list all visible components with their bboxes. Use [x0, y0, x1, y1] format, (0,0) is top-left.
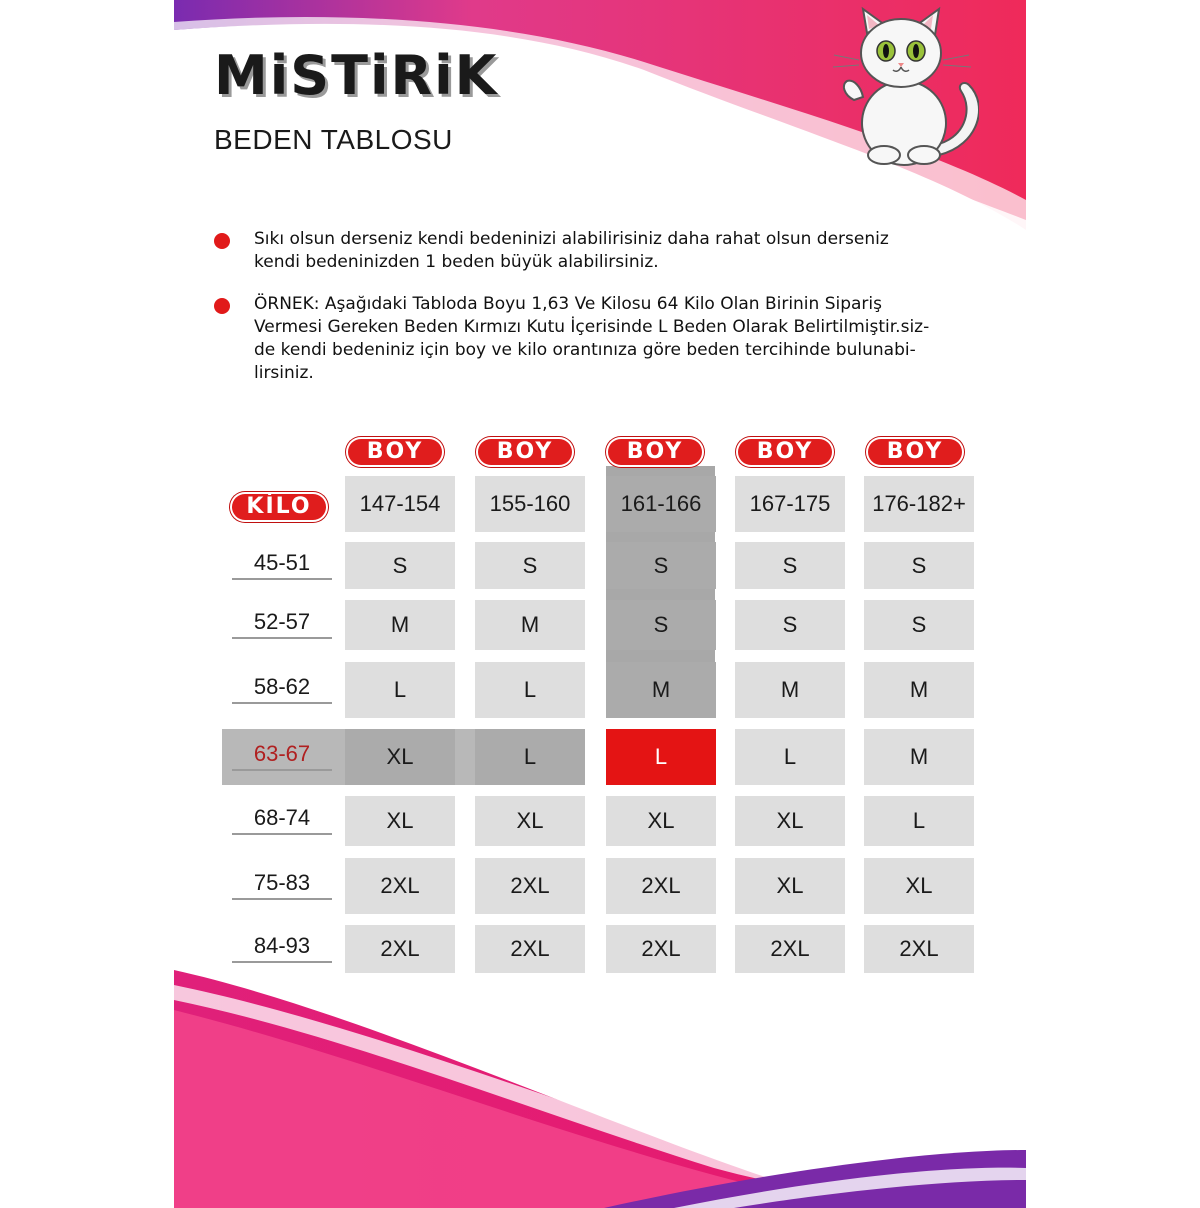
- boy-label: BOY: [606, 437, 704, 467]
- height-header-cell: 155-160: [475, 476, 585, 532]
- size-cell: L: [345, 662, 455, 718]
- boy-label: BOY: [346, 437, 444, 467]
- weight-label: 84-93: [232, 933, 332, 963]
- weight-label: 68-74: [232, 805, 332, 835]
- height-header-cell: 161-166: [606, 476, 716, 532]
- size-cell: 2XL: [864, 925, 974, 973]
- note-2: [254, 293, 994, 385]
- size-cell: XL: [864, 858, 974, 914]
- size-cell: 2XL: [606, 858, 716, 914]
- size-cell: 2XL: [606, 925, 716, 973]
- size-cell: XL: [606, 796, 716, 846]
- boy-label: BOY: [476, 437, 574, 467]
- size-cell: M: [864, 729, 974, 785]
- brand-logo: MiSTiRiK: [214, 44, 499, 107]
- weight-label: 63-67: [232, 741, 332, 771]
- size-cell: S: [864, 600, 974, 650]
- page-subtitle: BEDEN TABLOSU: [214, 124, 453, 155]
- height-header-cell: 176-182+: [864, 476, 974, 532]
- size-cell: XL: [345, 796, 455, 846]
- size-cell: S: [345, 542, 455, 589]
- size-cell: XL: [735, 858, 845, 914]
- height-header-cell: 167-175: [735, 476, 845, 532]
- size-cell: 2XL: [345, 858, 455, 914]
- note-1: [254, 228, 994, 274]
- recommended-size-cell: L: [606, 729, 716, 785]
- size-cell: 2XL: [735, 925, 845, 973]
- size-cell: XL: [345, 729, 455, 785]
- size-cell: S: [735, 542, 845, 589]
- size-cell: M: [345, 600, 455, 650]
- size-cell: L: [735, 729, 845, 785]
- note-2-line: de kendi bedeniniz için boy ve kilo orantınıza göre beden tercihinde bulunabi-: [254, 340, 916, 360]
- size-chart-page: [174, 0, 1026, 1208]
- size-cell: 2XL: [345, 925, 455, 973]
- boy-label: BOY: [866, 437, 964, 467]
- size-cell: XL: [735, 796, 845, 846]
- size-cell: M: [864, 662, 974, 718]
- weight-label: 58-62: [232, 674, 332, 704]
- size-cell: M: [475, 600, 585, 650]
- size-cell: S: [475, 542, 585, 589]
- size-cell: L: [475, 662, 585, 718]
- note-2-line: Vermesi Gereken Beden Kırmızı Kutu İçerisinde L Beden Olarak Belirtilmiştir.siz-: [254, 317, 930, 337]
- weight-label: 52-57: [232, 609, 332, 639]
- note-bullet-icon: [214, 298, 230, 314]
- size-cell: S: [735, 600, 845, 650]
- cat-mascot-icon: [829, 5, 979, 170]
- note-1-line: kendi bedeninizden 1 beden büyük alabilirsiniz.: [254, 252, 659, 272]
- size-cell: L: [864, 796, 974, 846]
- size-cell: M: [606, 662, 716, 718]
- note-bullet-icon: [214, 233, 230, 249]
- boy-label: BOY: [736, 437, 834, 467]
- size-cell: XL: [475, 796, 585, 846]
- note-2-line: lirsiniz.: [254, 363, 314, 383]
- size-cell: L: [475, 729, 585, 785]
- note-1-line: Sıkı olsun derseniz kendi bedeninizi alabilirisiniz daha rahat olsun derseniz: [254, 229, 889, 249]
- size-cell: S: [606, 600, 716, 650]
- size-cell: 2XL: [475, 925, 585, 973]
- size-cell: S: [606, 542, 716, 589]
- height-header-cell: 147-154: [345, 476, 455, 532]
- size-cell: S: [864, 542, 974, 589]
- note-2-line: ÖRNEK: Aşağıdaki Tabloda Boyu 1,63 Ve Kilosu 64 Kilo Olan Birinin Sipariş: [254, 294, 883, 314]
- weight-label: 45-51: [232, 550, 332, 580]
- weight-label: 75-83: [232, 870, 332, 900]
- kilo-label: KİLO: [230, 492, 328, 522]
- size-cell: 2XL: [475, 858, 585, 914]
- size-cell: M: [735, 662, 845, 718]
